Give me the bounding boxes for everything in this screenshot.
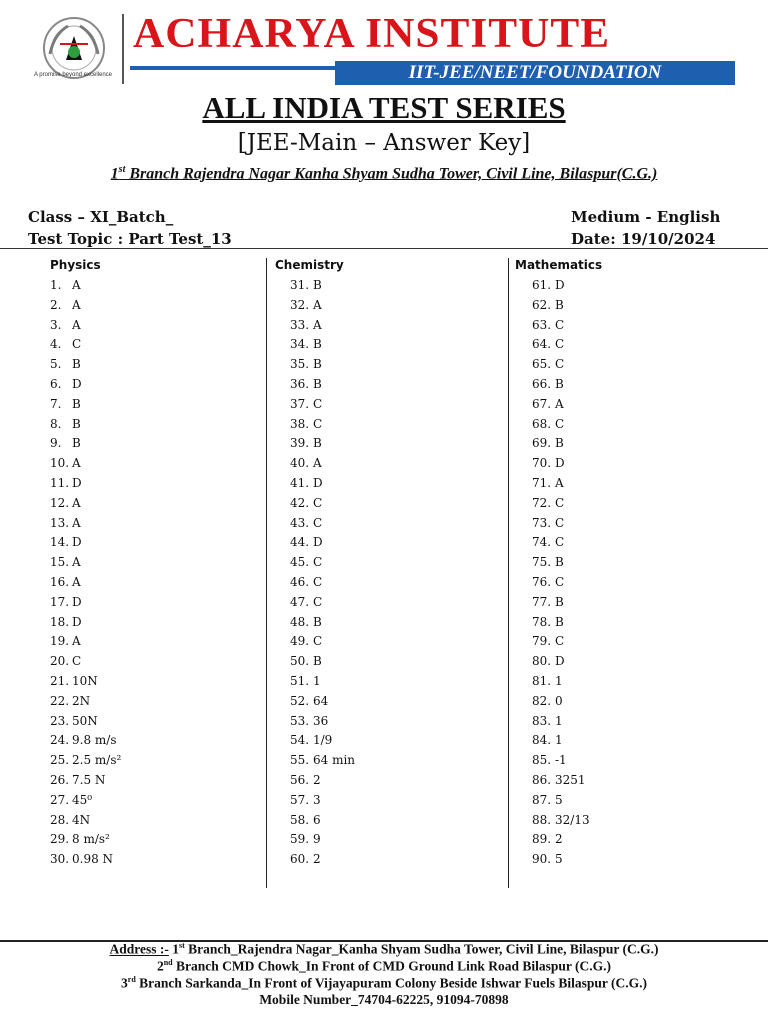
question-number: 26. (50, 773, 70, 787)
question-number: 31. (290, 278, 310, 292)
answer-value: C (313, 495, 323, 510)
question-number: 38. (290, 416, 310, 431)
question-number: 89. (532, 832, 552, 847)
branch-ord: 1 (110, 165, 119, 183)
answer-value: C (555, 575, 565, 589)
logo-tagline: A promise beyond excellence (33, 72, 113, 78)
column-heading: Physics (50, 258, 101, 272)
address-line-3 (0, 975, 768, 992)
answer-value: 2 (555, 832, 563, 847)
class-label: Class – XI_Batch_ (28, 208, 174, 226)
answer-value: 8 m/s² (72, 832, 110, 847)
answer-value: 6 (313, 812, 321, 827)
question-number: 23. (50, 713, 70, 728)
question-number: 5. (50, 357, 62, 372)
answer-value: 1 (555, 733, 563, 748)
question-number: 77. (532, 594, 552, 609)
answer-value: 45⁰ (72, 792, 93, 807)
answer-value: 2 (313, 852, 321, 867)
question-number: 22. (50, 693, 70, 708)
banner-stripe (130, 66, 335, 70)
answer-value: 0.98 N (72, 852, 114, 867)
institute-name: ACHARYA INSTITUTE (133, 11, 611, 57)
answer-value: 64 min (313, 753, 356, 768)
column-divider (266, 258, 267, 888)
answer-value: B (555, 297, 564, 312)
answer-value: D (72, 476, 82, 490)
question-number: 44. (290, 535, 310, 550)
question-number: 36. (290, 377, 310, 391)
answer-value: B (313, 357, 322, 372)
question-number: 3. (50, 317, 62, 332)
question-number: 63. (532, 317, 552, 332)
question-number: 53. (290, 713, 310, 728)
address-ord-suffix: rd (127, 975, 136, 984)
question-number: 83. (532, 713, 552, 728)
answer-value: D (555, 278, 565, 292)
question-number: 37. (290, 396, 310, 411)
answer-value: D (72, 614, 82, 629)
question-number: 10. (50, 456, 70, 471)
question-number: 85. (532, 753, 552, 768)
answer-value: C (313, 515, 323, 530)
question-number: 54. (290, 733, 310, 748)
question-number: 46. (290, 575, 310, 589)
branch-text: Branch Rajendra Nagar Kanha Shyam Sudha Tower, Civil Line, Bilaspur(C.G.) (125, 165, 658, 183)
question-number: 24. (50, 733, 70, 748)
question-number: 82. (532, 693, 552, 708)
question-number: 78. (532, 614, 552, 629)
answer-value: C (555, 535, 565, 550)
question-number: 1. (50, 278, 62, 292)
answer-value: C (555, 634, 565, 649)
answer-value: A (313, 317, 322, 332)
answer-value: B (72, 396, 81, 411)
question-number: 32. (290, 297, 310, 312)
question-number: 21. (50, 674, 70, 688)
answer-value: D (72, 377, 82, 391)
address-text: Branch_Rajendra Nagar_Kanha Shyam Sudha Tower, Civil Line, Bilaspur (C.G.) (184, 941, 659, 957)
question-number: 28. (50, 812, 70, 827)
answer-value: B (72, 357, 81, 372)
question-number: 42. (290, 495, 310, 510)
address-ord: 1 (172, 941, 179, 957)
question-number: 70. (532, 456, 552, 471)
answer-value: D (555, 456, 565, 471)
topic-label: Test Topic : Part Test_13 (28, 230, 232, 248)
answer-value: B (313, 436, 322, 451)
question-number: 72. (532, 495, 552, 510)
question-number: 16. (50, 575, 70, 589)
address-ord-suffix: st (179, 941, 185, 950)
question-number: 55. (290, 753, 310, 768)
header-rule (0, 248, 768, 249)
question-number: 20. (50, 654, 70, 669)
answer-value: C (313, 575, 323, 589)
question-number: 29. (50, 832, 70, 847)
question-number: 62. (532, 297, 552, 312)
answer-value: B (555, 555, 564, 570)
answer-value: 32/13 (555, 812, 590, 827)
question-number: 27. (50, 792, 70, 807)
answer-value: 2N (72, 693, 91, 708)
question-number: 7. (50, 396, 62, 411)
question-number: 49. (290, 634, 310, 649)
question-number: 84. (532, 733, 552, 748)
question-number: 56. (290, 773, 310, 787)
answer-value: C (555, 337, 565, 352)
question-number: 18. (50, 614, 70, 629)
question-number: 81. (532, 674, 552, 688)
answer-value: 9 (313, 832, 321, 847)
address-text: Branch Sarkanda_In Front of Vijayapuram Colony Beside Ishwar Fuels Bilaspur (C.G.) (135, 975, 647, 991)
answer-value: C (313, 555, 323, 570)
question-number: 14. (50, 535, 70, 550)
answer-value: A (72, 515, 81, 530)
answer-value: 1 (313, 674, 321, 688)
mobile-number: Mobile Number_74704-62225, 91094-70898 (259, 992, 509, 1007)
question-number: 87. (532, 792, 552, 807)
answer-value: -1 (555, 753, 567, 768)
answer-value: A (72, 634, 81, 649)
answer-value: 50N (72, 713, 98, 728)
answer-value: B (555, 436, 564, 451)
date-label: Date: 19/10/2024 (571, 230, 716, 248)
column-heading: Mathematics (515, 258, 603, 272)
question-number: 58. (290, 812, 310, 827)
answer-value: B (313, 377, 322, 391)
answer-value: A (72, 297, 81, 312)
page-subtitle: [JEE-Main – Answer Key] (237, 130, 531, 156)
question-number: 50. (290, 654, 310, 669)
question-number: 40. (290, 456, 310, 471)
answer-value: C (555, 317, 565, 332)
answer-value: A (72, 495, 81, 510)
address-text: Branch CMD Chowk_In Front of CMD Ground Link Road Bilaspur (C.G.) (172, 958, 612, 974)
answer-value: 64 (313, 693, 329, 708)
question-number: 43. (290, 515, 310, 530)
question-number: 76. (532, 575, 552, 589)
answer-value: D (313, 476, 323, 490)
answer-value: 1 (555, 713, 563, 728)
header-divider (122, 14, 124, 84)
answer-value: D (555, 654, 565, 669)
question-number: 59. (290, 832, 310, 847)
question-number: 65. (532, 357, 552, 372)
question-number: 67. (532, 396, 552, 411)
question-number: 39. (290, 436, 310, 451)
question-number: 47. (290, 594, 310, 609)
answer-value: D (313, 535, 323, 550)
address-line-2 (0, 958, 768, 975)
address-ord: 3 (121, 975, 128, 991)
answer-value: 5 (555, 852, 563, 867)
banner-text: IIT-JEE/NEET/FOUNDATION (408, 62, 662, 83)
answer-value: A (313, 297, 322, 312)
question-number: 15. (50, 555, 70, 570)
question-number: 60. (290, 852, 310, 867)
answer-value: 2 (313, 773, 321, 787)
column-heading: Chemistry (275, 258, 344, 272)
answer-value: B (555, 614, 564, 629)
answer-value: A (72, 456, 81, 471)
answer-value: D (72, 594, 82, 609)
question-number: 68. (532, 416, 552, 431)
answer-value: B (72, 436, 81, 451)
address-ord: 2 (156, 958, 164, 974)
question-number: 6. (50, 377, 62, 391)
answer-value: C (555, 357, 565, 372)
answer-value: B (313, 337, 322, 352)
answer-value: B (72, 416, 81, 431)
question-number: 88. (532, 812, 552, 827)
answer-value: 9.8 m/s (72, 733, 117, 748)
answer-value: C (313, 634, 323, 649)
column-divider (508, 258, 509, 888)
question-number: 25. (50, 753, 70, 768)
question-number: 69. (532, 436, 552, 451)
question-number: 66. (532, 377, 552, 391)
answer-value: 0 (555, 693, 563, 708)
question-number: 80. (532, 654, 552, 669)
question-number: 51. (290, 674, 310, 688)
answer-value: 4N (72, 812, 91, 827)
question-number: 34. (290, 337, 310, 352)
question-number: 17. (50, 594, 70, 609)
answer-value: D (72, 535, 82, 550)
address-line-1 (0, 941, 768, 958)
answer-value: C (72, 654, 82, 669)
answer-value: 1/9 (313, 733, 333, 748)
question-number: 9. (50, 436, 62, 451)
question-number: 75. (532, 555, 552, 570)
answer-value: A (72, 278, 81, 292)
answer-value: B (313, 654, 322, 669)
answer-value: A (313, 456, 322, 471)
answer-value: C (555, 416, 565, 431)
answer-value: C (313, 416, 323, 431)
answer-value: C (555, 515, 565, 530)
question-number: 61. (532, 278, 552, 292)
answer-value: C (313, 396, 323, 411)
answer-value: 1 (555, 674, 563, 688)
branch-ord-suffix: st (118, 164, 126, 175)
question-number: 57. (290, 792, 310, 807)
answer-value: 10N (72, 674, 98, 688)
question-number: 30. (50, 852, 70, 867)
branch-line (0, 164, 768, 183)
answer-value: B (313, 278, 322, 292)
address-label: Address :- (109, 941, 169, 957)
answer-value: A (72, 575, 81, 589)
question-number: 19. (50, 634, 70, 649)
answer-value: B (555, 377, 564, 391)
answer-value: 36 (313, 713, 329, 728)
question-number: 35. (290, 357, 310, 372)
question-number: 48. (290, 614, 310, 629)
answer-value: A (72, 317, 81, 332)
answer-value: A (555, 396, 564, 411)
medium-label: Medium - English (571, 208, 721, 226)
question-number: 12. (50, 495, 70, 510)
question-number: 41. (290, 476, 310, 490)
page-title: ALL INDIA TEST SERIES (202, 90, 566, 125)
question-number: 45. (290, 555, 310, 570)
question-number: 4. (50, 337, 62, 352)
question-number: 64. (532, 337, 552, 352)
question-number: 86. (532, 773, 552, 787)
answer-value: A (72, 555, 81, 570)
answer-value: C (313, 594, 323, 609)
question-number: 52. (290, 693, 310, 708)
answer-value: A (555, 476, 564, 490)
question-number: 74. (532, 535, 552, 550)
question-number: 33. (290, 317, 310, 332)
answer-value: 7.5 N (72, 773, 106, 787)
answer-value: 3 (313, 792, 321, 807)
question-number: 2. (50, 297, 62, 312)
address-ord-suffix: nd (163, 958, 173, 967)
answer-value: B (313, 614, 322, 629)
answer-value: C (555, 495, 565, 510)
question-number: 90. (532, 852, 552, 867)
question-number: 73. (532, 515, 552, 530)
answer-value: C (72, 337, 82, 352)
answer-value: 5 (555, 792, 563, 807)
answer-value: 2.5 m/s² (72, 753, 122, 768)
answer-value: 3251 (555, 773, 586, 787)
question-number: 11. (50, 476, 70, 490)
answer-value: B (555, 594, 564, 609)
question-number: 13. (50, 515, 70, 530)
question-number: 71. (532, 476, 552, 490)
question-number: 8. (50, 416, 62, 431)
question-number: 79. (532, 634, 552, 649)
